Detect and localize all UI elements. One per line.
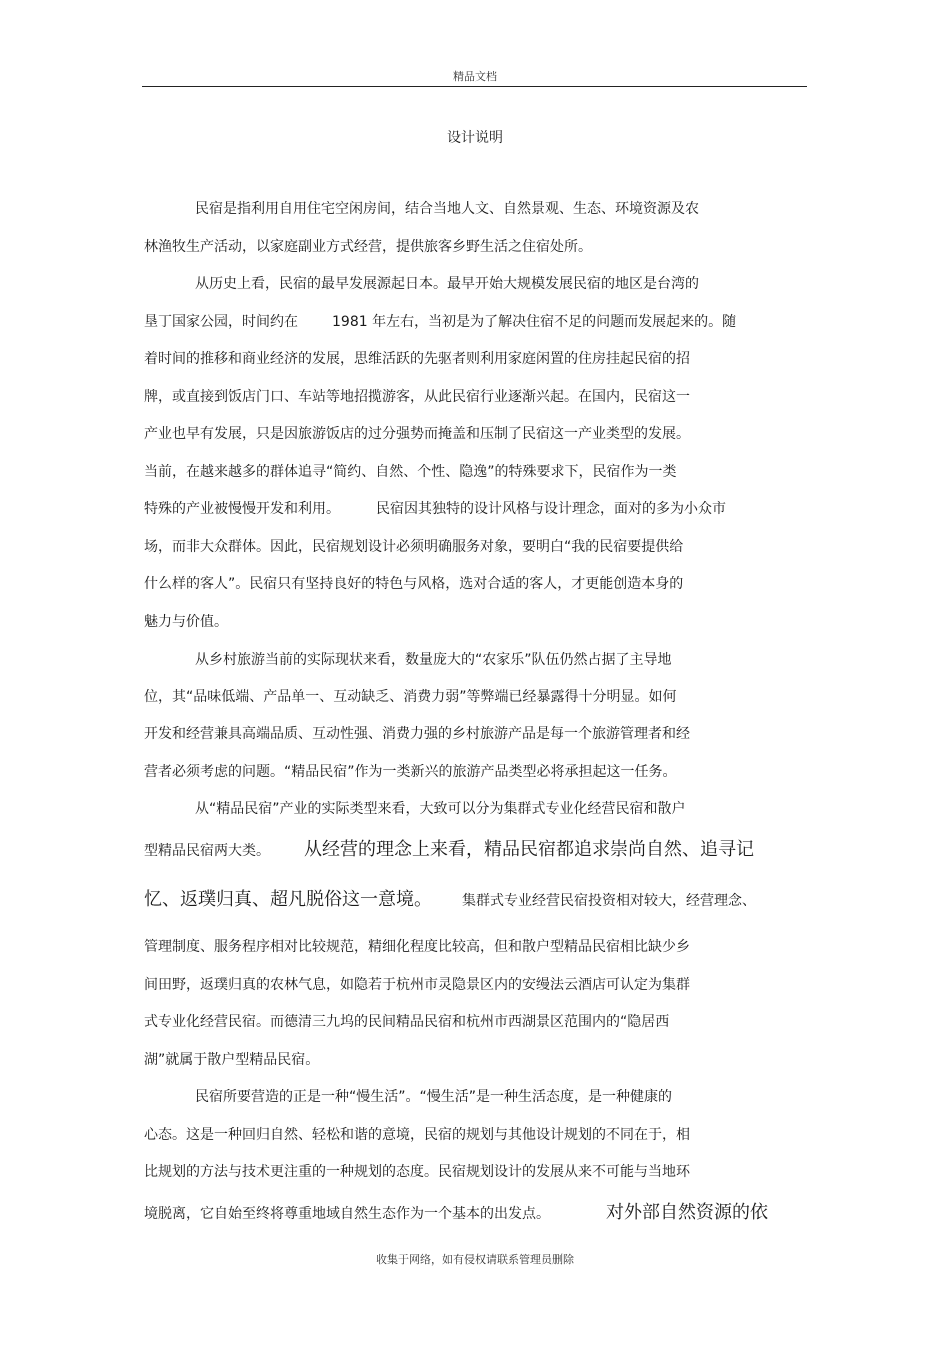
header-divider	[142, 86, 807, 87]
text-line: 开发和经营兼具高端品质、互动性强、消费力强的乡村旅游产品是每一个旅游管理者和经	[144, 726, 690, 742]
text-line: 牌，或直接到饭店门口、车站等地招揽游客，从此民宿行业逐渐兴起。在国内，民宿这一	[144, 389, 690, 405]
text-line	[144, 312, 736, 332]
text-segment: 民宿因其独特的设计风格与设计理念，面对的多为小众市	[376, 501, 726, 517]
text-line: 间田野，返璞归真的农林气息，如隐若于杭州市灵隐景区内的安缦法云酒店可认定为集群	[144, 977, 690, 993]
text-segment: 特殊的产业被慢慢开发和利用。	[144, 501, 340, 517]
text-segment: 型精品民宿两大类。	[144, 843, 270, 859]
text-segment: 从经营的理念上来看，精品民宿都追求崇尚自然、追寻记	[304, 839, 754, 860]
text-line: 比规划的方法与技术更注重的一种规划的态度。民宿规划设计的发展从来不可能与当地环	[144, 1164, 690, 1180]
text-line: 式专业化经营民宿。而德清三九坞的民间精品民宿和杭州市西湖景区范围内的“隐居西	[144, 1014, 670, 1030]
text-segment: 集群式专业经营民宿投资相对较大，经营理念、	[462, 893, 756, 909]
text-line: 民宿所要营造的正是一种“慢生活”。“慢生活”是一种生活态度，是一种健康的	[195, 1089, 673, 1105]
text-line: 产业也早有发展，只是因旅游饭店的过分强势而掩盖和压制了民宿这一产业类型的发展。	[144, 426, 690, 442]
text-line: 管理制度、服务程序相对比较规范，精细化程度比较高，但和散户型精品民宿相比缺少乡	[144, 939, 690, 955]
text-segment: 1981 年左右，当初是为了解决住宿不足的问题而发展起来的。随	[332, 314, 737, 330]
text-line: 林渔牧生产活动，以家庭副业方式经营，提供旅客乡野生活之住宿处所。	[144, 239, 592, 255]
text-line	[144, 1203, 768, 1224]
text-line: 民宿是指利用自用住宅空闲房间，结合当地人文、自然景观、生态、环境资源及农	[195, 201, 699, 217]
text-line: 从乡村旅游当前的实际现状来看，数量庞大的“农家乐”队伍仍然占据了主导地	[195, 652, 672, 668]
text-line: 着时间的推移和商业经济的发展，思维活跃的先驱者则利用家庭闲置的住房挂起民宿的招	[144, 351, 690, 367]
text-line	[144, 840, 754, 861]
page-footer: 收集于网络，如有侵权请联系管理员删除	[376, 1253, 574, 1266]
text-line: 心态。这是一种回归自然、轻松和谐的意境，民宿的规划与其他设计规划的不同在于，相	[144, 1127, 690, 1143]
text-line: 从“精品民宿”产业的实际类型来看，大致可以分为集群式专业化经营民宿和散户	[195, 801, 686, 817]
text-segment: 对外部自然资源的依	[606, 1202, 768, 1223]
text-line: 营者必须考虑的问题。“精品民宿”作为一类新兴的旅游产品类型必将承担起这一任务。	[144, 764, 677, 780]
text-segment: 境脱离，它自始至终将尊重地域自然生态作为一个基本的出发点。	[144, 1206, 550, 1222]
text-line	[144, 890, 756, 911]
text-line: 当前，在越来越多的群体追寻“简约、自然、个性、隐逸”的特殊要求下，民宿作为一类	[144, 464, 677, 480]
text-line: 魅力与价值。	[144, 614, 228, 630]
text-line: 什么样的客人”。民宿只有坚持良好的特色与风格，选对合适的客人，才更能创造本身的	[144, 576, 684, 592]
text-segment: 垦丁国家公园，时间约在	[144, 314, 298, 330]
text-line: 场，而非大众群体。因此，民宿规划设计必须明确服务对象，要明白“我的民宿要提供给	[144, 539, 684, 555]
text-line: 湖”就属于散户型精品民宿。	[144, 1052, 320, 1068]
document-title: 设计说明	[447, 130, 503, 146]
text-line: 位，其“品味低端、产品单一、互动缺乏、消费力弱”等弊端已经暴露得十分明显。如何	[144, 689, 677, 705]
text-segment: 忆、返璞归真、超凡脱俗这一意境。	[144, 889, 432, 910]
page-header: 精品文档	[453, 70, 497, 83]
text-line: 从历史上看，民宿的最早发展源起日本。最早开始大规模发展民宿的地区是台湾的	[195, 276, 699, 292]
text-line	[144, 499, 726, 519]
